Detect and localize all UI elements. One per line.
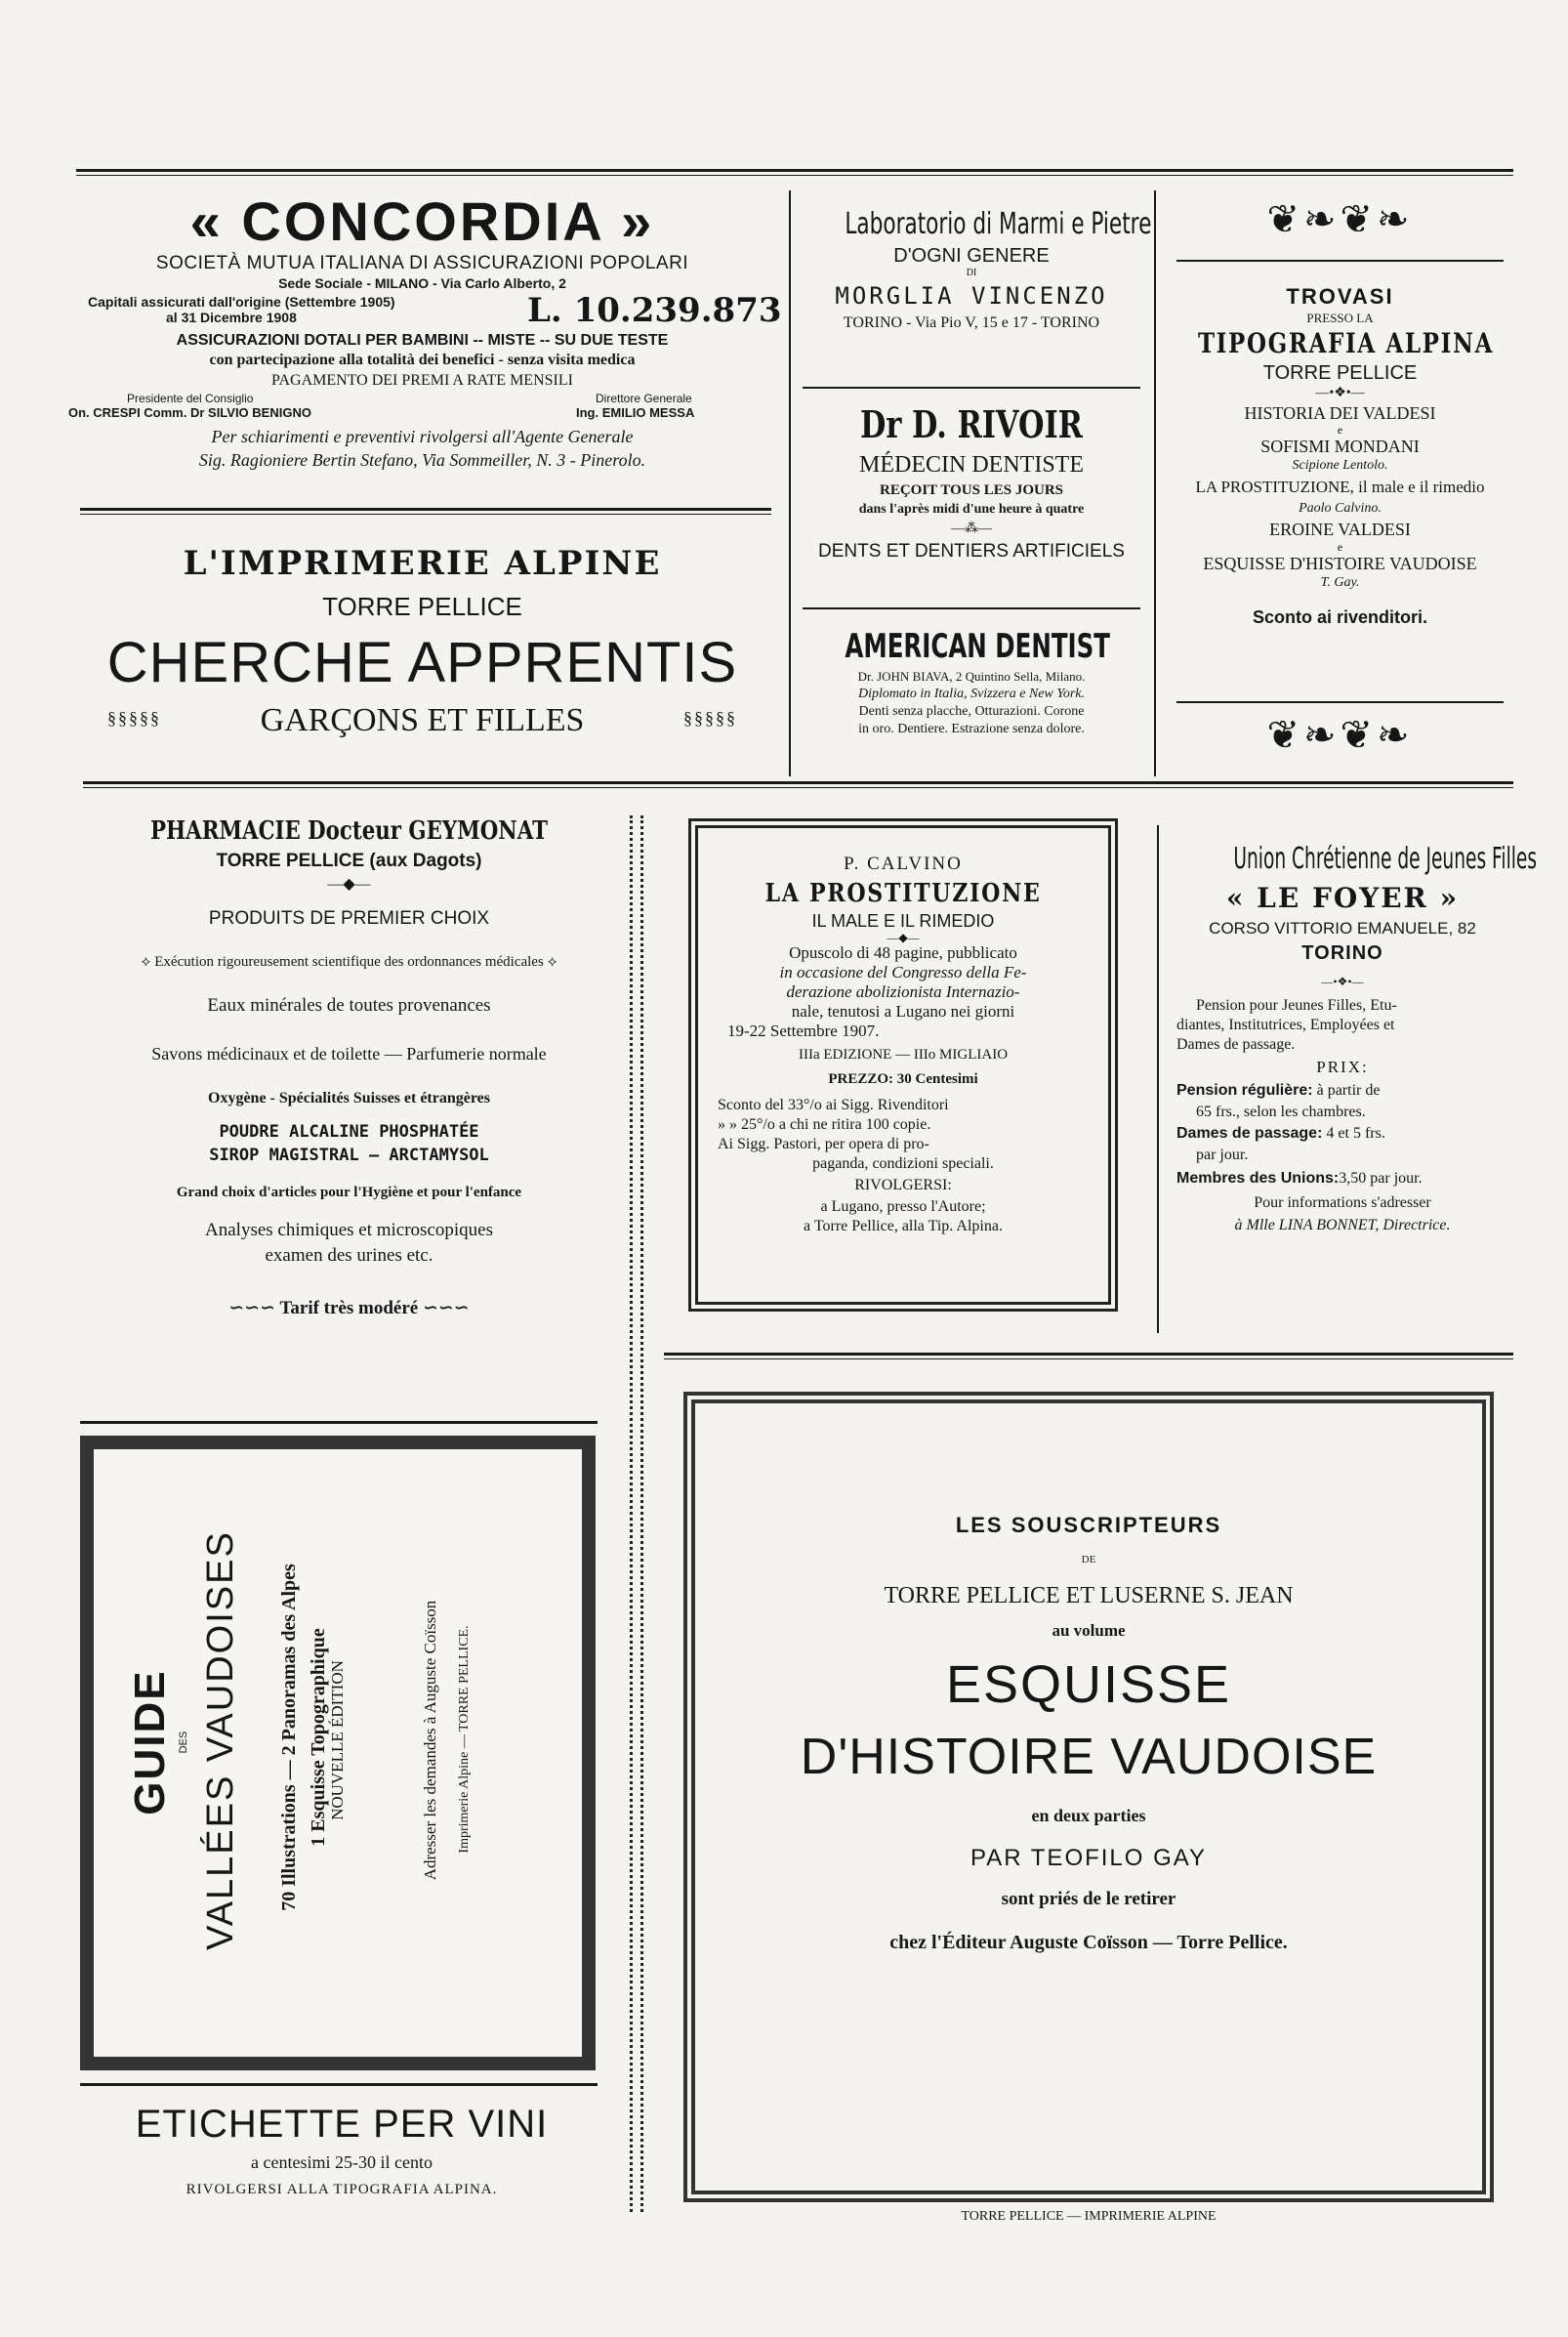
trovasi-book-5: ESQUISSE D'HISTOIRE VAUDOISE	[1203, 554, 1477, 573]
foyer-membres-value: 3,50 par jour.	[1339, 1170, 1423, 1187]
trovasi-sconto: Sconto ai rivenditori.	[1252, 607, 1428, 627]
calvino-r1: a Lugano, presso l'Autore;	[820, 1198, 986, 1215]
guide-des: DES	[178, 1731, 189, 1754]
calvino-author: P. CALVINO	[844, 854, 963, 874]
trovasi-presso: PRESSO LA	[1306, 311, 1374, 325]
pharmacie-tarif-text: Tarif très modéré	[279, 1298, 419, 1318]
concordia-capitali: Capitali assicurati dall'origine (Settembre 1905)	[88, 294, 395, 310]
col-divider-1	[789, 190, 791, 776]
foyer-membres-label: Membres des Unions:	[1176, 1170, 1340, 1187]
ornament-top: ❦❧❦❧	[1266, 197, 1414, 241]
calvino-l1: Opuscolo di 48 pagine, pubblicato	[789, 943, 1017, 962]
foyer-prix: PRIX:	[1316, 1058, 1369, 1076]
guide-adresser: Adresser les demandes à Auguste Coïsson	[421, 1600, 439, 1881]
marmi-genere: D'OGNI GENERE	[893, 245, 1050, 267]
american-diploma: Diplomato in Italia, Svizzera e New York.	[857, 687, 1086, 701]
concordia-partecipazione: con partecipazione alla totalità dei benefici - senza visita medica	[209, 352, 636, 368]
col-divider-2	[1154, 190, 1156, 776]
trovasi-author-2: Scipione Lentolo.	[1292, 458, 1388, 473]
etichette-title: ETICHETTE PER VINI	[135, 2103, 549, 2146]
calvino-r2: a Torre Pellice, alla Tip. Alpina.	[804, 1218, 1003, 1234]
rivoir-hours: dans l'après midi d'une heure à quatre	[858, 502, 1085, 517]
trovasi-place: TORRE PELLICE	[1262, 362, 1418, 384]
concordia-pagamento: PAGAMENTO DEI PREMI A RATE MENSILI	[271, 372, 573, 389]
foyer-info: Pour informations s'adresser	[1254, 1194, 1431, 1211]
trovasi-rule-top	[1176, 260, 1504, 262]
concordia-title: « CONCORDIA »	[189, 190, 655, 252]
imprimerie-title: L'IMPRIMERIE ALPINE	[183, 544, 662, 583]
foyer-ad	[1167, 840, 1538, 1328]
guide-ad	[80, 1436, 596, 2070]
middle-rule-thin	[83, 787, 1513, 788]
foyer-p1: Pension pour Jeunes Filles, Etu-	[1196, 997, 1397, 1014]
trovasi-book-3: LA PROSTITUZIONE, il male e il rimedio	[1195, 478, 1485, 496]
imprimerie-ad	[68, 542, 776, 767]
american-title: AMERICAN DENTIST	[845, 627, 1110, 666]
concordia-direttore-label: Direttore Generale	[596, 392, 692, 405]
trovasi-author-5: T. Gay.	[1320, 575, 1360, 590]
concordia-amount: L. 10.239.873	[527, 291, 782, 330]
calvino-s3: Ai Sigg. Pastori, per opera di pro-	[718, 1136, 929, 1152]
pharmacie-execution-text: Exécution rigoureusement scientifique des ordonnances médicales	[154, 954, 544, 970]
concordia-ad	[68, 190, 782, 503]
footer: TORRE PELLICE — IMPRIMERIE ALPINE	[961, 2209, 1217, 2224]
calvino-ad	[688, 818, 1118, 1312]
concordia-agente: Sig. Ragioniere Bertin Stefano, Via Sommeiller, N. 3 - Pinerolo.	[198, 450, 646, 470]
calvino-l5: 19-22 Settembre 1907.	[727, 1022, 880, 1040]
foyer-p2: diantes, Institutrices, Employées et	[1176, 1017, 1395, 1033]
calvino-l3: derazione abolizionista Internazio-	[786, 982, 1020, 1001]
chain-divider	[630, 815, 643, 2212]
foyer-title: Union Chrétienne de Jeunes Filles	[1233, 842, 1538, 876]
etichette-price: a centesimi 25-30 il cento	[251, 2152, 433, 2172]
souscripteurs-de: DE	[1081, 1554, 1096, 1565]
american-line4: in oro. Dentiere. Estrazione senza dolore.	[858, 722, 1085, 736]
guide-illus: 70 Illustrations — 2 Panoramas des Alpes	[278, 1564, 300, 1911]
concordia-rule	[80, 508, 771, 511]
concordia-sede: Sede Sociale - MILANO - Via Carlo Alberto, 2	[278, 275, 566, 291]
guide-esquisse: 1 Esquisse Topographique	[308, 1628, 329, 1847]
foyer-dames-2: par jour.	[1196, 1147, 1249, 1163]
souscripteurs-top-rule-thin	[664, 1358, 1513, 1359]
rivoir-recoit: REÇOIT TOUS LES JOURS	[880, 482, 1063, 498]
american-doctor: Dr. JOHN BIAVA, 2 Quintino Sella, Milano.	[857, 669, 1086, 684]
foyer-city: TORINO	[1301, 942, 1383, 964]
trovasi-book-4: EROINE VALDESI	[1269, 520, 1411, 539]
guide-vallees: VALLÉES VAUDOISES	[200, 1530, 241, 1950]
rivoir-dents: DENTS ET DENTIERS ARTIFICIELS	[818, 541, 1125, 562]
imprimerie-cherche: CHERCHE APPRENTIS	[106, 631, 738, 694]
marmi-address: TORINO - Via Pio V, 15 e 17 - TORINO	[843, 314, 1100, 331]
top-rule-thin	[76, 175, 1513, 176]
foyer-divider: —•❖•—	[1321, 975, 1364, 988]
souscripteurs-towns: TORRE PELLICE ET LUSERNE S. JEAN	[884, 1583, 1294, 1608]
marmi-name: MORGLIA VINCENZO	[835, 282, 1108, 310]
rivoir-rule	[803, 607, 1140, 609]
calvino-title: LA PROSTITUZIONE	[764, 879, 1042, 908]
calvino-l2: in occasione del Congresso della Fe-	[779, 963, 1027, 981]
pharmacie-execution: ⟡ Exécution rigoureusement scientifique des ordonnances médicales ⟡	[141, 954, 557, 970]
trovasi-title: TROVASI	[1286, 284, 1394, 309]
marmi-title: Laboratorio di Marmi e Pietre	[845, 207, 1152, 241]
concordia-subtitle: SOCIETÀ MUTUA ITALIANA DI ASSICURAZIONI POPOLARI	[155, 253, 689, 273]
foyer-reg-2: 65 frs., selon les chambres.	[1196, 1104, 1366, 1120]
concordia-assicurazioni: ASSICURAZIONI DOTALI PER BAMBINI -- MISTE -- SU DUE TESTE	[176, 332, 669, 349]
trovasi-book-2: SOFISMI MONDANI	[1260, 437, 1420, 456]
rivoir-title: Dr D. RIVOIR	[860, 402, 1083, 446]
pharmacie-divider: —◆—	[327, 876, 371, 893]
etichette-ad	[68, 2100, 615, 2217]
trovasi-e-4: e	[1337, 540, 1343, 554]
pharmacie-urines: examen des urines etc.	[265, 1245, 433, 1266]
marmi-di: DI	[966, 268, 977, 278]
guide-top-rule	[80, 1421, 598, 1424]
trovasi-e-1: e	[1337, 423, 1343, 437]
trovasi-tipografia: TIPOGRAFIA ALPINA	[1197, 327, 1495, 359]
imprimerie-garcons: GARÇONS ET FILLES	[260, 702, 585, 738]
middle-rule	[83, 781, 1513, 784]
ornament-bottom: ❦❧❦❧	[1266, 713, 1414, 757]
calvino-prezzo: PREZZO: 30 Centesimi	[828, 1071, 978, 1087]
foyer-p3: Dames de passage.	[1176, 1036, 1296, 1053]
rivoir-ad	[796, 400, 1147, 605]
top-rule	[76, 169, 1513, 172]
pharmacie-ad	[78, 814, 620, 1414]
foyer-dames-label: Dames de passage:	[1176, 1125, 1323, 1142]
concordia-schiarimenti: Per schiarimenti e preventivi rivolgersi all'Agente Generale	[211, 427, 634, 446]
ornament-right: §§§§§	[683, 708, 737, 728]
rivoir-subtitle: MÉDECIN DENTISTE	[859, 452, 1084, 478]
concordia-capitali-date: al 31 Dicembre 1908	[166, 310, 297, 325]
guide-edition: NOUVELLE ÉDITION	[328, 1660, 347, 1820]
souscripteurs-par: PAR TEOFILO GAY	[970, 1845, 1208, 1871]
marmi-rule	[803, 387, 1140, 389]
pharmacie-produits: PRODUITS DE PREMIER CHOIX	[208, 908, 490, 929]
foyer-reg-label: Pension régulière:	[1176, 1082, 1313, 1099]
calvino-edizione: IIIa EDIZIONE — IIIo MIGLIAIO	[798, 1047, 1009, 1063]
concordia-rule-thin	[80, 514, 771, 515]
souscripteurs-parties: en deux parties	[1031, 1806, 1146, 1825]
pharmacie-poudre: POUDRE ALCALINE PHOSPHATÉE	[219, 1122, 479, 1142]
col-divider-3	[1157, 825, 1159, 1333]
marmi-ad	[796, 205, 1152, 386]
souscripteurs-au: au volume	[1052, 1621, 1126, 1640]
souscripteurs-esquisse: ESQUISSE	[945, 1655, 1232, 1714]
guide-bottom-rule	[80, 2083, 598, 2086]
ornament-left: §§§§§	[107, 708, 161, 728]
souscripteurs-pries: sont priés de le retirer	[1001, 1889, 1176, 1909]
guide-imprimerie: Imprimerie Alpine — TORRE PELLICE.	[457, 1625, 472, 1854]
concordia-presidente-label: Presidente del Consiglio	[127, 392, 254, 405]
trovasi-author-3: Paolo Calvino.	[1299, 501, 1382, 516]
concordia-direttore: Ing. EMILIO MESSA	[576, 405, 695, 420]
concordia-presidente: On. CRESPI Comm. Dr SILVIO BENIGNO	[68, 405, 311, 420]
foyer-name: « LE FOYER »	[1225, 882, 1460, 914]
pharmacie-eaux: Eaux minérales de toutes provenances	[207, 995, 491, 1016]
pharmacie-place: TORRE PELLICE (aux Dagots)	[216, 851, 482, 871]
pharmacie-savons: Savons médicinaux et de toilette — Parfumerie normale	[151, 1044, 547, 1064]
pharmacie-title: PHARMACIE Docteur GEYMONAT	[149, 816, 549, 846]
imprimerie-place: TORRE PELLICE	[322, 592, 522, 621]
calvino-s1: Sconto del 33°/o ai Sigg. Rivenditori	[718, 1097, 949, 1113]
pharmacie-analyses: Analyses chimiques et microscopiques	[205, 1220, 493, 1240]
guide-title: GUIDE	[126, 1669, 174, 1815]
trovasi-book-1: HISTORIA DEI VALDESI	[1244, 403, 1436, 423]
trovasi-rule-bottom	[1176, 701, 1504, 703]
calvino-s2: » » 25°/o a chi ne ritira 100 copie.	[718, 1116, 931, 1133]
souscripteurs-ad	[683, 1392, 1494, 2202]
foyer-address: CORSO VITTORIO EMANUELE, 82	[1209, 919, 1476, 938]
foyer-contact: à Mlle LINA BONNET, Directrice.	[1234, 1217, 1451, 1233]
souscripteurs-title: LES SOUSCRIPTEURS	[955, 1513, 1222, 1537]
foyer-dames-value: 4 et 5 frs.	[1326, 1125, 1385, 1142]
pharmacie-tarif: ∽∽∽ Tarif très modéré ∽∽∽	[228, 1298, 470, 1318]
calvino-l4: nale, tenutosi a Lugano nei giorni	[791, 1002, 1015, 1021]
trovasi-divider: —•❖•—	[1315, 386, 1365, 400]
rivoir-divider: —⁂—	[951, 522, 992, 536]
american-line3: Denti senza placche, Otturazioni. Corone	[858, 704, 1085, 719]
calvino-divider: —◆—	[887, 931, 920, 944]
trovasi-ad	[1167, 195, 1513, 781]
american-ad	[796, 625, 1147, 762]
pharmacie-sirop: SIROP MAGISTRAL — ARCTAMYSOL	[209, 1146, 489, 1165]
foyer-reg-value: à partir de	[1316, 1082, 1381, 1099]
souscripteurs-histoire: D'HISTOIRE VAUDOISE	[800, 1729, 1378, 1785]
souscripteurs-top-rule	[664, 1353, 1513, 1356]
calvino-subtitle: IL MALE E IL RIMEDIO	[811, 911, 995, 931]
pharmacie-grand: Grand choix d'articles pour l'Hygiène et pour l'enfance	[176, 1185, 522, 1200]
souscripteurs-editeur: chez l'Éditeur Auguste Coïsson — Torre Pellice.	[889, 1932, 1288, 1953]
calvino-rivolgersi: RIVOLGERSI:	[854, 1177, 952, 1193]
etichette-rivolgersi: RIVOLGERSI ALLA TIPOGRAFIA ALPINA.	[186, 2182, 498, 2197]
calvino-s4: paganda, condizioni speciali.	[812, 1155, 994, 1172]
pharmacie-oxygene: Oxygène - Spécialités Suisses et étrangères	[208, 1090, 490, 1106]
